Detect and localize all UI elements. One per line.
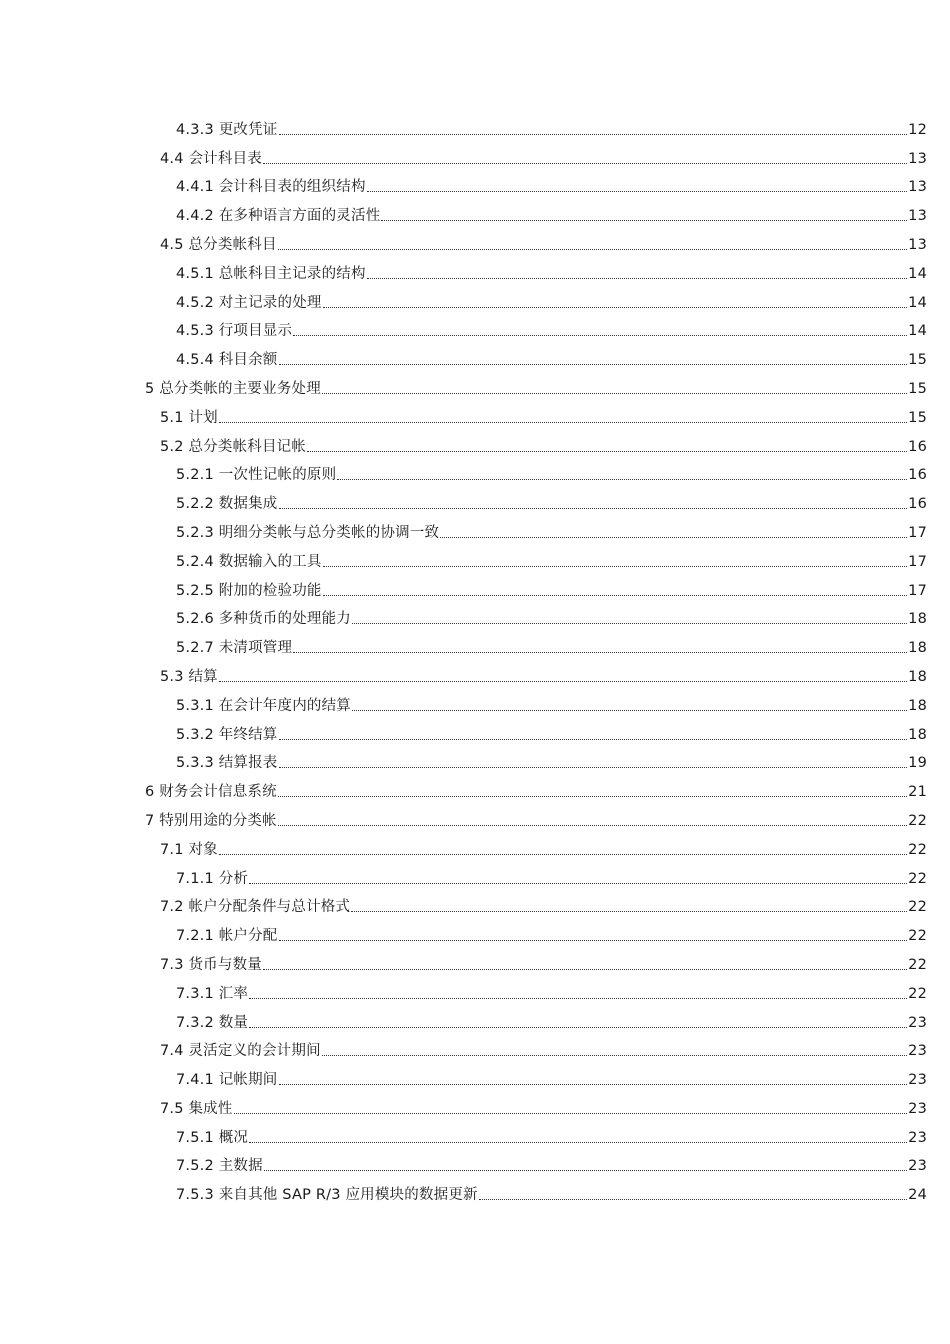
toc-entry[interactable] [0, 834, 950, 863]
toc-dot-leader [293, 335, 907, 336]
toc-dot-leader [219, 854, 907, 855]
toc-entry-title: 7.1.1 分析 [176, 870, 249, 887]
toc-entry[interactable] [0, 920, 950, 949]
toc-entry[interactable] [0, 431, 950, 460]
toc-entry-title: 5.2 总分类帐科目记帐 [160, 438, 307, 455]
toc-dot-leader [381, 220, 907, 221]
toc-dot-leader [234, 1113, 908, 1114]
toc-dot-leader [249, 1142, 907, 1143]
toc-entry[interactable] [0, 776, 950, 805]
toc-entry-page-number: 18 [908, 668, 927, 685]
toc-entry[interactable] [0, 719, 950, 748]
toc-dot-leader [249, 998, 907, 999]
toc-entry[interactable] [0, 1093, 950, 1122]
toc-dot-leader [279, 508, 908, 509]
toc-dot-leader [249, 883, 907, 884]
toc-entry-page-number: 14 [908, 294, 927, 311]
toc-entry[interactable] [0, 546, 950, 575]
toc-entry-title: 5.2.1 一次性记帐的原则 [176, 467, 337, 484]
toc-dot-leader [278, 249, 907, 250]
toc-entry-page-number: 16 [908, 438, 927, 455]
toc-entry-page-number: 14 [908, 265, 927, 282]
toc-entry-page-number: 13 [908, 208, 927, 225]
toc-dot-leader [323, 566, 908, 567]
toc-entry[interactable] [0, 143, 950, 172]
toc-entry-title: 5.3.1 在会计年度内的结算 [176, 697, 352, 714]
toc-entry-page-number: 17 [908, 524, 927, 541]
toc-entry-title: 7.2.1 帐户分配 [176, 928, 278, 945]
toc-dot-leader [249, 1027, 907, 1028]
toc-entry-page-number: 13 [908, 179, 927, 196]
toc-entry[interactable] [0, 892, 950, 921]
toc-dot-leader [263, 163, 907, 164]
toc-entry-page-number: 18 [908, 697, 927, 714]
toc-dot-leader [219, 681, 907, 682]
toc-entry-page-number: 24 [908, 1187, 927, 1204]
toc-entry-title: 5.3 结算 [160, 668, 218, 685]
toc-entry[interactable] [0, 460, 950, 489]
toc-dot-leader [337, 479, 907, 480]
toc-entry-title: 7.3 货币与数量 [160, 956, 262, 973]
toc-entry-title: 4.5.2 对主记录的处理 [176, 294, 322, 311]
toc-entry[interactable] [0, 1064, 950, 1093]
toc-entry-title: 4.4.2 在多种语言方面的灵活性 [176, 208, 381, 225]
toc-entry-page-number: 12 [908, 121, 927, 138]
toc-dot-leader [278, 796, 907, 797]
toc-entry-page-number: 21 [908, 784, 927, 801]
toc-entry[interactable] [0, 1036, 950, 1065]
toc-dot-leader [279, 364, 908, 365]
toc-entry[interactable] [0, 863, 950, 892]
toc-entry-title: 7.5.3 来自其他 SAP R/3 应用模块的数据更新 [176, 1187, 478, 1204]
toc-entry-page-number: 17 [908, 582, 927, 599]
toc-entry[interactable] [0, 316, 950, 345]
toc-entry-title: 4.5 总分类帐科目 [160, 236, 277, 253]
toc-entry-page-number: 18 [908, 611, 927, 628]
toc-entry-page-number: 22 [908, 899, 927, 916]
toc-entry[interactable] [0, 402, 950, 431]
toc-entry-page-number: 15 [908, 352, 927, 369]
toc-entry[interactable] [0, 949, 950, 978]
toc-entry[interactable] [0, 748, 950, 777]
toc-dot-leader [322, 1055, 907, 1056]
table-of-contents [0, 114, 950, 1208]
toc-entry-page-number: 23 [908, 1072, 927, 1089]
toc-entry[interactable] [0, 805, 950, 834]
toc-entry-page-number: 15 [908, 380, 927, 397]
toc-entry-title: 4.5.3 行项目显示 [176, 323, 293, 340]
toc-entry-page-number: 23 [908, 1100, 927, 1117]
toc-entry-title: 7 特别用途的分类帐 [145, 812, 277, 829]
toc-entry[interactable] [0, 200, 950, 229]
toc-entry-page-number: 22 [908, 841, 927, 858]
toc-entry-title: 7.5.2 主数据 [176, 1158, 263, 1175]
toc-entry-page-number: 13 [908, 236, 927, 253]
toc-dot-leader [352, 710, 907, 711]
toc-entry-title: 4.3.3 更改凭证 [176, 121, 278, 138]
toc-entry-page-number: 22 [908, 870, 927, 887]
toc-entry[interactable] [0, 1179, 950, 1208]
toc-entry-title: 4.4.1 会计科目表的组织结构 [176, 179, 366, 196]
toc-entry-page-number: 22 [908, 928, 927, 945]
toc-entry-page-number: 22 [908, 812, 927, 829]
toc-dot-leader [367, 278, 907, 279]
toc-entry-title: 5.3.2 年终结算 [176, 726, 278, 743]
toc-entry-title: 6 财务会计信息系统 [145, 784, 277, 801]
toc-entry-title: 5.3.3 结算报表 [176, 755, 278, 772]
toc-entry[interactable] [0, 287, 950, 316]
toc-entry-title: 5.2.5 附加的检验功能 [176, 582, 322, 599]
toc-entry-title: 7.3.1 汇率 [176, 985, 249, 1002]
toc-entry-page-number: 14 [908, 323, 927, 340]
toc-dot-leader [264, 1170, 907, 1171]
toc-entry-title: 7.4.1 记帐期间 [176, 1072, 278, 1089]
toc-entry[interactable] [0, 1122, 950, 1151]
toc-entry-title: 7.5 集成性 [160, 1100, 233, 1117]
toc-entry-title: 5.2.7 未清项管理 [176, 640, 293, 657]
toc-entry-title: 5 总分类帐的主要业务处理 [145, 380, 321, 397]
toc-entry-page-number: 23 [908, 1129, 927, 1146]
toc-entry-title: 5.2.2 数据集成 [176, 496, 278, 513]
toc-dot-leader [479, 1199, 907, 1200]
toc-entry[interactable] [0, 258, 950, 287]
toc-entry[interactable] [0, 604, 950, 633]
toc-entry-title: 7.1 对象 [160, 841, 218, 858]
toc-dot-leader [263, 969, 907, 970]
toc-entry-title: 7.2 帐户分配条件与总计格式 [160, 899, 351, 916]
toc-entry[interactable] [0, 114, 950, 143]
toc-dot-leader [293, 652, 907, 653]
toc-entry-title: 5.2.4 数据输入的工具 [176, 553, 322, 570]
toc-dot-leader [307, 451, 907, 452]
toc-entry[interactable] [0, 517, 950, 546]
toc-entry-title: 5.1 计划 [160, 409, 218, 426]
toc-entry[interactable] [0, 488, 950, 517]
toc-entry[interactable] [0, 1151, 950, 1180]
toc-entry[interactable] [0, 661, 950, 690]
toc-entry[interactable] [0, 632, 950, 661]
toc-entry[interactable] [0, 1007, 950, 1036]
toc-dot-leader [278, 825, 907, 826]
toc-dot-leader [352, 623, 907, 624]
toc-entry-title: 4.4 会计科目表 [160, 150, 262, 167]
toc-dot-leader [279, 1084, 908, 1085]
toc-entry-page-number: 18 [908, 726, 927, 743]
toc-entry-page-number: 22 [908, 985, 927, 1002]
toc-dot-leader [279, 767, 908, 768]
toc-entry-title: 7.5.1 概况 [176, 1129, 249, 1146]
toc-dot-leader [351, 911, 907, 912]
toc-dot-leader [323, 307, 908, 308]
toc-entry[interactable] [0, 172, 950, 201]
toc-entry[interactable] [0, 344, 950, 373]
toc-entry-page-number: 16 [908, 467, 927, 484]
toc-dot-leader [440, 537, 907, 538]
toc-entry-title: 7.3.2 数量 [176, 1014, 249, 1031]
toc-dot-leader [279, 940, 908, 941]
toc-entry-page-number: 23 [908, 1158, 927, 1175]
toc-entry-page-number: 16 [908, 496, 927, 513]
toc-entry[interactable] [0, 978, 950, 1007]
toc-dot-leader [279, 134, 908, 135]
toc-entry[interactable] [0, 373, 950, 402]
toc-entry-page-number: 15 [908, 409, 927, 426]
toc-entry-title: 5.2.6 多种货币的处理能力 [176, 611, 352, 628]
toc-entry[interactable] [0, 575, 950, 604]
toc-entry-title: 7.4 灵活定义的会计期间 [160, 1043, 321, 1060]
toc-entry-title: 5.2.3 明细分类帐与总分类帐的协调一致 [176, 524, 440, 541]
toc-dot-leader [367, 191, 907, 192]
toc-dot-leader [279, 739, 908, 740]
toc-entry-title: 4.5.4 科目余额 [176, 352, 278, 369]
toc-entry-page-number: 23 [908, 1043, 927, 1060]
toc-entry-page-number: 18 [908, 640, 927, 657]
toc-entry[interactable] [0, 690, 950, 719]
toc-entry-page-number: 23 [908, 1014, 927, 1031]
toc-dot-leader [323, 595, 908, 596]
toc-entry-page-number: 17 [908, 553, 927, 570]
toc-entry-title: 4.5.1 总帐科目主记录的结构 [176, 265, 366, 282]
toc-dot-leader [322, 393, 907, 394]
toc-dot-leader [219, 422, 907, 423]
toc-entry-page-number: 19 [908, 755, 927, 772]
toc-entry[interactable] [0, 229, 950, 258]
toc-entry-page-number: 22 [908, 956, 927, 973]
toc-entry-page-number: 13 [908, 150, 927, 167]
